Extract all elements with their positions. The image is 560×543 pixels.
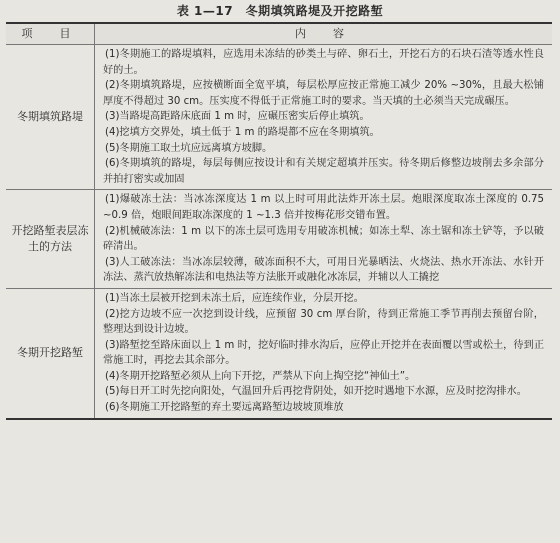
content-paragraph: (1)当冻土层被开挖到未冻土后，应连续作业，分层开挖。 [105,292,364,304]
construction-table [6,22,552,420]
content-paragraph: (4)冬期开挖路堑必须从上向下开挖，严禁从下向上掏空挖“神仙土”。 [105,370,416,382]
row-content [95,190,553,289]
content-paragraph: (3)人工破冻法：当冰冻层较薄，破冻面积不大，可用日光暴晒法、火烧法、热水开冻法、水针开冻法、蒸汽放热解冻法和电热法等方法胀开或融化冰冻层，并辅以人工撬挖 [103,256,544,284]
table-title: 表 1—17 冬期填筑路堤及开挖路堑 [176,4,384,18]
table-body [6,45,552,419]
content-paragraph: (6)冬期填筑的路堤，每层每侧应按设计和有关规定超填并压实。待冬期后修整边坡削去多余部分并拍打密实或加固 [103,158,544,185]
row-item-label: 开挖路堑表层冻土的方法 [6,190,95,289]
content-paragraph: (2)挖方边坡不应一次挖到设计线，应预留 30 cm 厚台阶，待到正常施工季节再削去预留台阶，整理达到设计边坡。 [103,308,544,336]
row-content [95,288,553,418]
content-paragraph: (3)当路堤高距路床底面 1 m 时，应碾压密实后停止填筑。 [105,111,370,123]
content-paragraph: (1)冬期施工的路堤填料，应选用未冻结的砂类土与碎、卵石土，开挖石方的石块石渣等透水性良好的土。 [103,49,544,76]
content-paragraph: (5)冬期施工取土坑应远离填方坡脚。 [105,142,273,154]
content-paragraph: (2)机械破冻法：1 m 以下的冻土层可选用专用破冻机械；如冻土犁、冻土锯和冻土铲等，予以破碎清出。 [103,225,544,253]
content-paragraph: (2)冬期填筑路堤，应按横断面全宽平填，每层松厚应按正常施工减少 20% ~30%，且最大松铺厚度不得超过 30 cm。压实度不得低于正常施工时的要求。当天填的土必须当天完成碾压。 [103,80,544,107]
table-row [6,45,552,190]
table-row [6,288,552,418]
content-paragraph: (3)路堑挖至路床面以上 1 m 时，挖好临时排水沟后，应停止开挖并在表面覆以雪或松土，待到正常施工时，再挖去其余部分。 [103,339,544,367]
header-content: 内 容 [95,23,553,45]
content-paragraph: (5)每日开工时先挖向阳处，气温回升后再挖背阴处，如开挖时遇地下水源，应及时挖沟排水。 [105,386,527,398]
header-row [6,23,552,45]
content-paragraph: (6)冬期施工开挖路堑的弃土要远离路堑边坡坡顶堆放 [105,402,344,414]
header-item: 项 目 [6,23,95,45]
row-item-label: 冬期开挖路堑 [6,288,95,418]
content-paragraph: (4)挖填方交界处，填土低于 1 m 的路堤都不应在冬期填筑。 [105,126,380,138]
table-row [6,190,552,289]
content-paragraph: (1)爆破冻土法：当冰冻深度达 1 m 以上时可用此法炸开冻土层。炮眼深度取冻土深度的 0.75 ~0.9 倍，炮眼间距取冻深度的 1 ~1.3 倍并按梅花形交错布置。 [103,194,544,221]
row-item-label: 冬期填筑路堤 [6,45,95,190]
row-content [95,45,553,190]
